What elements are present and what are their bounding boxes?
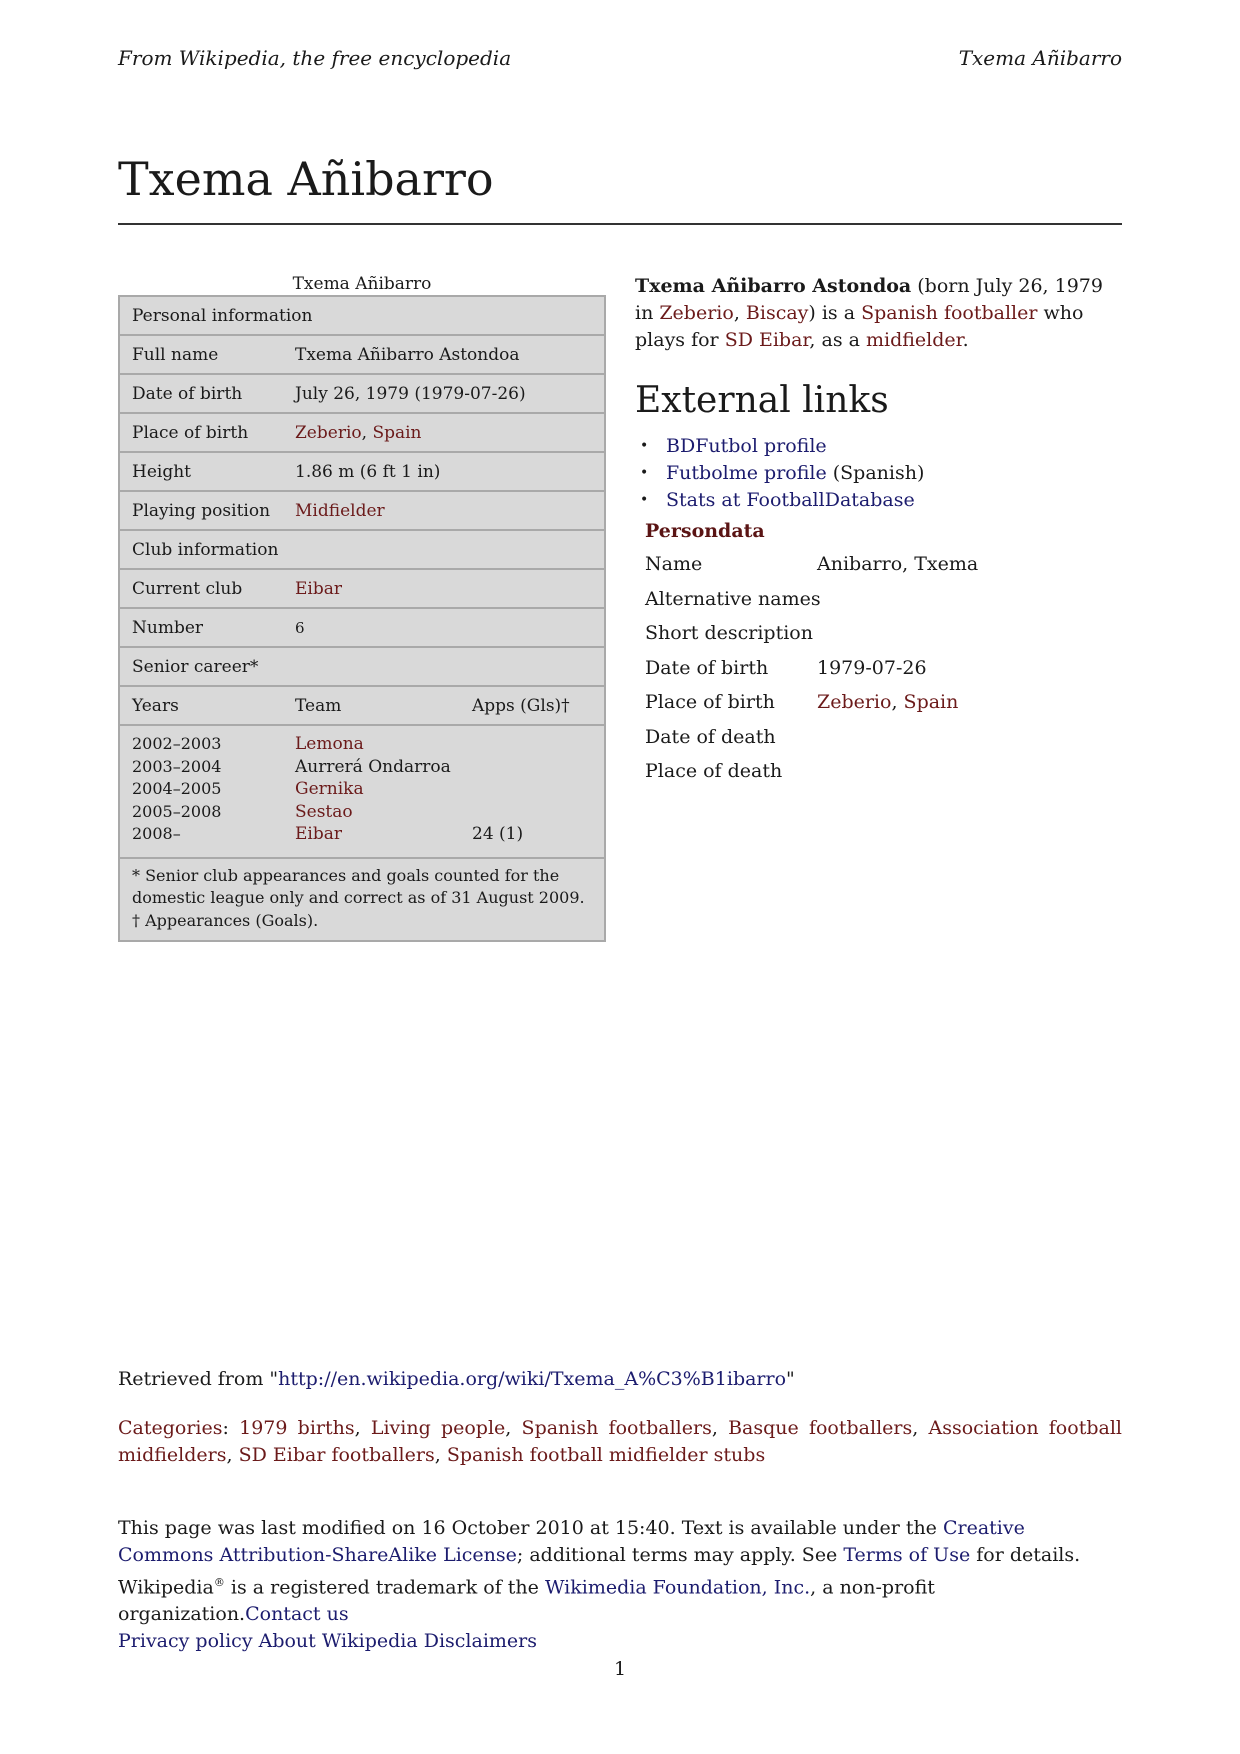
wikimedia-foundation-link[interactable]: Wikimedia Foundation, Inc.: [544, 1576, 811, 1599]
privacy-policy-link[interactable]: Privacy policy: [118, 1630, 253, 1653]
row-label: Date of birth: [132, 383, 243, 404]
column-header-apps: Apps (Gls)†: [472, 695, 570, 716]
subject-name: Txema Añibarro Astondoa: [635, 275, 912, 297]
pd-value: [817, 691, 958, 713]
persondata-row: [645, 657, 1065, 692]
career-years: 2004–2005: [132, 779, 222, 798]
row-label: Full name: [132, 344, 219, 365]
spain-link[interactable]: Spain: [903, 691, 959, 713]
running-header: [118, 46, 1122, 70]
lead-text: ) is a: [808, 302, 862, 324]
infobox-row-full-name: [120, 336, 604, 375]
infobox-row-height: [120, 453, 604, 492]
list-item: [640, 460, 924, 487]
separator: ,: [711, 1417, 729, 1439]
list-item: [640, 433, 924, 460]
footnote-line: † Appearances (Goals).: [132, 910, 319, 930]
cc-license-link[interactable]: Creative Commons Attribution-ShareAlike License: [118, 1517, 1025, 1566]
zeberio-link[interactable]: Zeberio: [659, 302, 734, 324]
career-team-link[interactable]: Lemona: [295, 734, 364, 754]
footnote-line: domestic league only and correct as of 31 August 2009.: [132, 888, 585, 907]
lead-text: , as a: [809, 329, 866, 351]
row-value: 6: [295, 618, 305, 637]
lead-text: ,: [733, 302, 746, 324]
career-column-headers: [120, 687, 604, 726]
row-value: Txema Añibarro Astondoa: [295, 344, 520, 365]
sd-eibar-link[interactable]: SD Eibar: [724, 329, 810, 351]
separator: ,: [434, 1444, 447, 1466]
page-footer: [118, 1515, 1122, 1655]
retrieved-text: Retrieved from ": [118, 1368, 279, 1390]
pd-value: 1979-07-26: [817, 656, 927, 679]
career-row: [120, 802, 604, 825]
zeberio-link[interactable]: Zeberio: [817, 691, 892, 713]
spanish-footballer-link[interactable]: Spanish footballer: [861, 302, 1038, 324]
bullet-icon: •: [640, 465, 649, 481]
biscay-link[interactable]: Biscay: [745, 302, 809, 324]
career-years: 2008–: [132, 824, 181, 843]
pd-value: Anibarro, Txema: [817, 553, 979, 575]
retrieved-from: [118, 1368, 795, 1390]
persondata-row: [645, 553, 1065, 588]
header-article-title: Txema Añibarro: [958, 46, 1122, 70]
career-years: 2005–2008: [132, 801, 222, 821]
contact-us-link[interactable]: Contact us: [245, 1603, 349, 1626]
career-years: 2002–2003: [132, 734, 222, 753]
section-heading: Club information: [132, 539, 279, 560]
infobox-caption: Txema Añibarro: [292, 274, 432, 294]
footnote-line: * Senior club appearances and goals counted for the: [132, 865, 560, 885]
zeberio-link[interactable]: Zeberio: [295, 422, 362, 443]
career-row: [120, 734, 604, 757]
separator: ,: [891, 691, 904, 713]
about-wikipedia-link[interactable]: About Wikipedia: [258, 1630, 418, 1653]
separator: ,: [226, 1444, 239, 1466]
separator: ,: [361, 422, 373, 443]
infobox-row-number: [120, 609, 604, 648]
row-label: Playing position: [132, 500, 271, 521]
infobox-section-personal: [120, 297, 604, 336]
lead-text: who plays for: [635, 302, 1084, 351]
persondata-title: Persondata: [645, 520, 765, 542]
career-apps: 24 (1): [472, 824, 524, 844]
column-header-team: Team: [295, 695, 342, 716]
pd-label: Place of birth: [645, 691, 775, 713]
midfielder-link[interactable]: midfielder: [866, 329, 963, 351]
row-label: Place of birth: [132, 422, 249, 443]
lead-text: (born July 26, 1979 in: [635, 275, 1103, 324]
footer-text: , a non-profit organization.: [118, 1576, 935, 1626]
infobox-section-club: [120, 531, 604, 570]
midfielder-link[interactable]: Midfielder: [295, 500, 385, 521]
link-suffix: (Spanish): [826, 462, 925, 484]
career-team: Aurrerá Ondarroa: [295, 756, 451, 777]
career-row: [120, 757, 604, 780]
category-link[interactable]: Spanish footballers: [521, 1417, 712, 1439]
infobox-row-pob: [120, 414, 604, 453]
row-value: 1.86 m (6 ft 1 in): [295, 461, 441, 482]
category-link[interactable]: Living people: [370, 1417, 506, 1439]
separator: ,: [354, 1417, 371, 1439]
categories: [118, 1415, 1122, 1469]
career-row: [120, 779, 604, 802]
pd-label: Name: [645, 553, 703, 575]
footballdatabase-link[interactable]: Stats at FootballDatabase: [666, 489, 915, 511]
infobox-row-position: [120, 492, 604, 531]
category-link[interactable]: Spanish football midfielder stubs: [446, 1444, 766, 1466]
pd-label: Alternative names: [645, 587, 821, 610]
career-team-link[interactable]: Gernika: [295, 779, 364, 799]
separator: ,: [505, 1417, 522, 1439]
page-number: 1: [613, 1658, 627, 1680]
categories-label-link[interactable]: Categories: [118, 1417, 223, 1439]
persondata-row: [645, 691, 1065, 726]
row-label: Number: [132, 617, 204, 638]
pd-label: Place of death: [645, 760, 783, 782]
infobox: [118, 273, 606, 942]
title-divider: [118, 223, 1122, 225]
spain-link[interactable]: Spain: [372, 422, 422, 443]
futbolme-link[interactable]: Futbolme profile: [666, 462, 827, 484]
persondata-row: [645, 726, 1065, 761]
infobox-section-career: [120, 648, 604, 687]
persondata-row: [645, 760, 1065, 795]
career-row: [120, 824, 604, 847]
eibar-link[interactable]: Eibar: [295, 578, 342, 599]
terms-of-use-link[interactable]: Terms of Use: [843, 1544, 971, 1566]
section-heading: Senior career*: [132, 656, 259, 677]
career-list: [120, 726, 604, 859]
external-links-heading: External links: [635, 380, 889, 421]
bullet-icon: •: [640, 492, 649, 508]
separator: :: [222, 1417, 240, 1439]
header-source: From Wikipedia, the free encyclopedia: [118, 46, 512, 70]
row-label: Current club: [132, 578, 243, 599]
pd-label: Short description: [645, 622, 813, 644]
page-title: Txema Añibarro: [118, 152, 494, 206]
external-links-list: [640, 433, 924, 514]
infobox-footnote: [120, 859, 604, 941]
infobox-row-dob: [120, 375, 604, 414]
persondata-row: [645, 622, 1065, 657]
column-header-years: Years: [132, 695, 179, 716]
career-years: 2003–2004: [132, 756, 222, 776]
career-team-link[interactable]: Sestao: [295, 801, 353, 822]
pd-label: Date of birth: [645, 656, 769, 679]
source-url-link[interactable]: http://en.wikipedia.org/wiki/Txema_A%C3%B1ibarro: [278, 1368, 787, 1390]
persondata-table: [645, 553, 1065, 795]
footer-text: ; additional terms may apply. See: [516, 1544, 844, 1566]
row-value: July 26, 1979 (1979-07-26): [295, 383, 526, 404]
registered-mark: ®: [213, 1576, 225, 1589]
footer-text: This page was last modified on 16 October 2010 at 15:40. Text is available under the: [118, 1517, 943, 1539]
category-link[interactable]: Association football midfielders: [118, 1417, 1122, 1466]
category-link[interactable]: SD Eibar footballers: [238, 1444, 435, 1466]
list-item: [640, 487, 924, 514]
lead-text: .: [962, 329, 969, 351]
section-heading: Personal information: [132, 305, 313, 326]
retrieved-text: ": [786, 1368, 795, 1390]
persondata-row: [645, 588, 1065, 623]
disclaimers-link[interactable]: Disclaimers: [423, 1630, 538, 1653]
infobox-row-club: [120, 570, 604, 609]
pd-label: Date of death: [645, 725, 776, 748]
footer-text: is a registered trademark of the: [224, 1576, 545, 1599]
row-value: [295, 423, 422, 443]
separator: ,: [912, 1417, 929, 1439]
career-team-link[interactable]: Eibar: [295, 824, 342, 844]
category-link[interactable]: 1979 births: [239, 1417, 355, 1439]
category-link[interactable]: Basque footballers: [728, 1417, 913, 1439]
row-label: Height: [132, 461, 191, 482]
lead-paragraph: [635, 273, 1122, 354]
bullet-icon: •: [640, 438, 649, 454]
bdfutbol-link[interactable]: BDFutbol profile: [666, 435, 827, 457]
infobox-table: [118, 295, 606, 942]
footer-text: for details. Wikipedia: [118, 1544, 1081, 1599]
